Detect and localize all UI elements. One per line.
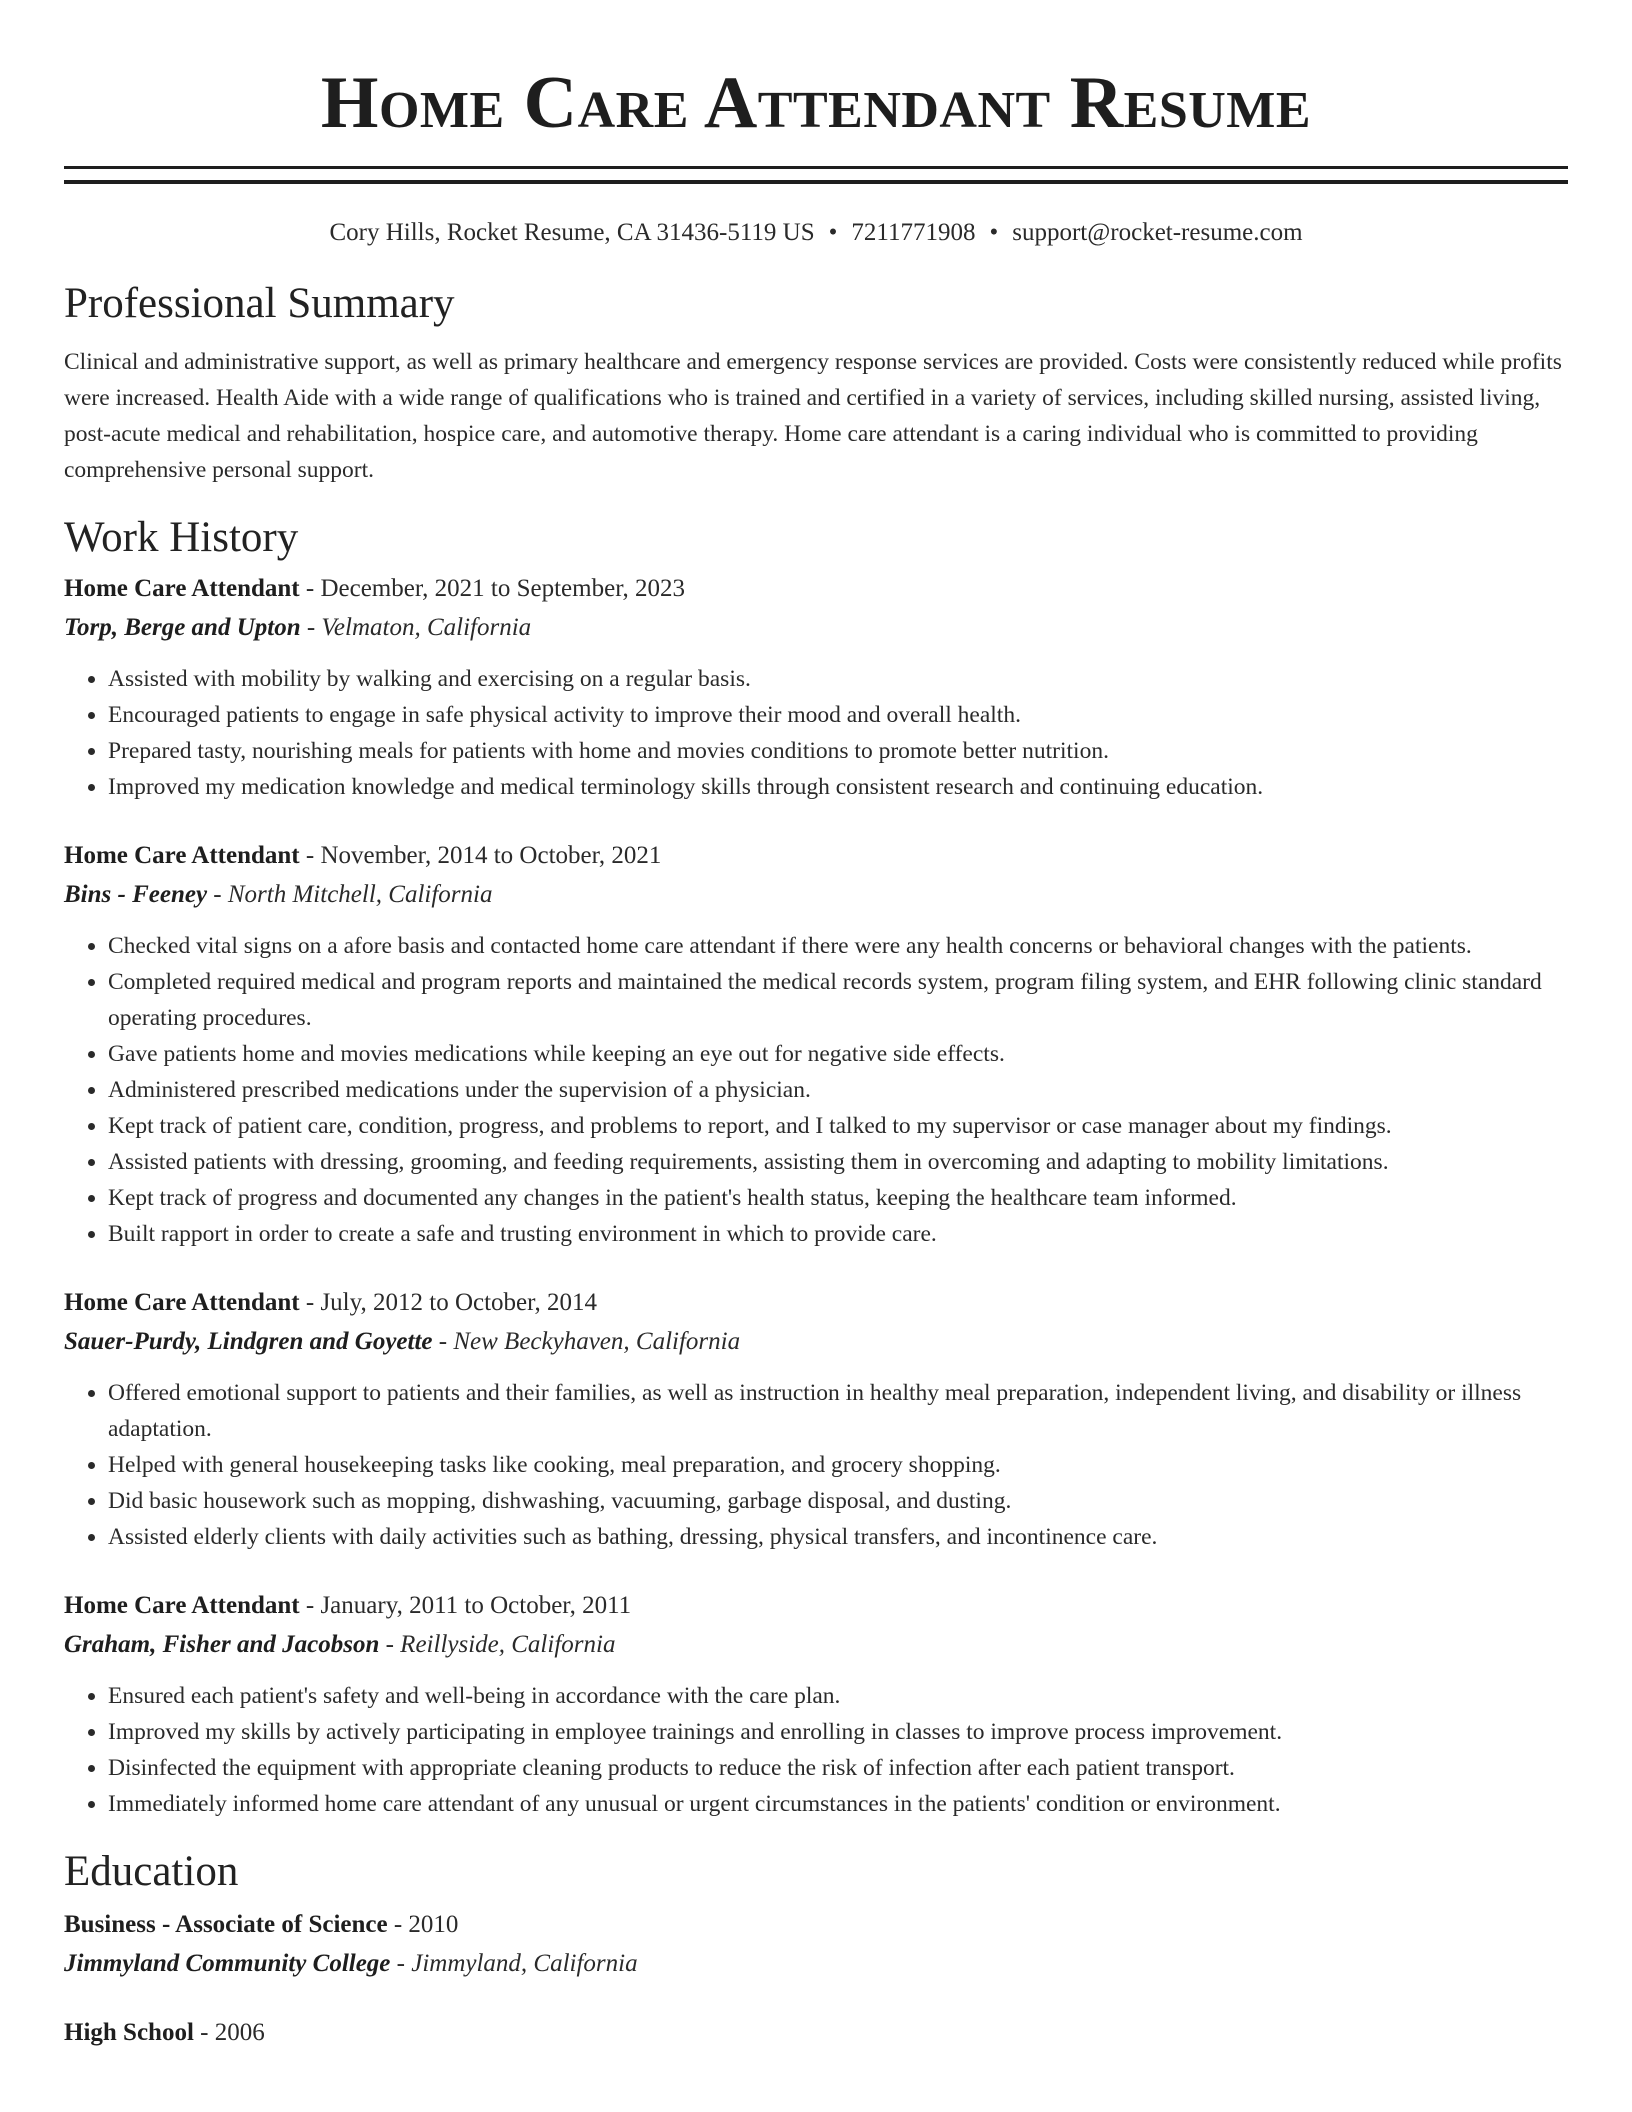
contact-address: Cory Hills, Rocket Resume, CA 31436-5119 US	[329, 219, 815, 246]
contact-email: support@rocket-resume.com	[1012, 219, 1303, 246]
job-company: Graham, Fisher and Jacobson	[64, 1631, 380, 1658]
job-title: Home Care Attendant	[64, 1289, 300, 1316]
job-title-line	[64, 837, 1568, 875]
job-duty: • Ensured each patient's safety and well-being in accordance with the care plan.	[108, 1678, 1568, 1714]
job-duty: • Gave patients home and movies medications while keeping an eye out for negative side effects.	[108, 1036, 1568, 1072]
education-location: - Jimmyland, California	[390, 1950, 638, 1977]
job-duty: • Kept track of progress and documented any changes in the patient's health status, keeping the healthcare team informed.	[108, 1180, 1568, 1216]
contact-separator: •	[989, 219, 999, 246]
job-location: - New Beckyhaven, California	[432, 1328, 741, 1355]
resume-title: Home Care Attendant Resume	[320, 62, 1312, 144]
job-title-line	[64, 570, 1568, 608]
job-company-line	[64, 608, 1568, 648]
job-dates: - July, 2012 to October, 2014	[299, 1289, 597, 1316]
job-entry	[64, 570, 1568, 805]
job-duty: • Built rapport in order to create a safe and trusting environment in which to provide care.	[108, 1216, 1568, 1252]
summary-heading: Professional Summary	[64, 280, 455, 327]
job-duty: • Offered emotional support to patients and their families, as well as instruction in healthy meal preparation, independent living, and disability or illness adaptation.	[108, 1375, 1568, 1447]
job-duty: • Improved my medication knowledge and medical terminology skills through consistent research and continuing education.	[108, 769, 1568, 805]
job-title: Home Care Attendant	[64, 575, 300, 602]
job-duty: • Prepared tasty, nourishing meals for patients with home and movies conditions to promote better nutrition.	[108, 733, 1568, 769]
job-duties-list	[64, 1678, 1568, 1822]
job-location: - North Mitchell, California	[207, 881, 493, 908]
job-duty: • Improved my skills by actively participating in employee trainings and enrolling in classes to improve process improvement.	[108, 1714, 1568, 1750]
job-location: - Velmaton, California	[300, 614, 532, 641]
job-duty: • Administered prescribed medications under the supervision of a physician.	[108, 1072, 1568, 1108]
job-company-line	[64, 1625, 1568, 1665]
job-company-line	[64, 875, 1568, 915]
job-duty: • Assisted with mobility by walking and exercising on a regular basis.	[108, 661, 1568, 697]
job-duty: • Kept track of patient care, condition, progress, and problems to report, and I talked to my supervisor or case manager about my findings.	[108, 1108, 1568, 1144]
job-duties-list	[64, 1375, 1568, 1555]
education-heading: Education	[64, 1848, 239, 1895]
job-duty: • Checked vital signs on a afore basis and contacted home care attendant if there were any health concerns or behavioral changes with the patients.	[108, 928, 1568, 964]
job-duty: • Completed required medical and program reports and maintained the medical records system, program filing system, and EHR following clinic standard operating procedures.	[108, 964, 1568, 1036]
job-company: Sauer-Purdy, Lindgren and Goyette	[64, 1328, 433, 1355]
contact-separator: •	[828, 219, 838, 246]
contact-phone: 7211771908	[851, 219, 976, 246]
work-history-heading: Work History	[64, 514, 299, 561]
job-company: Bins - Feeney	[64, 881, 208, 908]
education-school-line	[64, 1944, 1568, 1984]
job-duty: • Helped with general housekeeping tasks like cooking, meal preparation, and grocery shopping.	[108, 1447, 1568, 1483]
job-duty: • Assisted elderly clients with daily activities such as bathing, dressing, physical transfers, and incontinence care.	[108, 1519, 1568, 1555]
education-entry	[64, 1906, 1568, 1984]
job-location: - Reillyside, California	[379, 1631, 616, 1658]
job-dates: - January, 2011 to October, 2011	[299, 1592, 632, 1619]
job-company-line	[64, 1322, 1568, 1362]
job-entry	[64, 1587, 1568, 1822]
education-degree: High School	[64, 2019, 194, 2046]
education-year: - 2010	[387, 1911, 459, 1938]
job-duties-list	[64, 661, 1568, 805]
job-title-line	[64, 1587, 1568, 1625]
job-entry	[64, 837, 1568, 1252]
job-duty: • Did basic housework such as mopping, dishwashing, vacuuming, garbage disposal, and dusting.	[108, 1483, 1568, 1519]
job-entry	[64, 1284, 1568, 1555]
job-duty: • Immediately informed home care attendant of any unusual or urgent circumstances in the patients' condition or environment.	[108, 1786, 1568, 1822]
education-degree: Business - Associate of Science	[64, 1911, 388, 1938]
job-dates: - November, 2014 to October, 2021	[299, 842, 662, 869]
job-duty: • Encouraged patients to engage in safe physical activity to improve their mood and overall health.	[108, 697, 1568, 733]
education-year: - 2006	[193, 2019, 265, 2046]
job-duties-list	[64, 928, 1568, 1252]
job-title-line	[64, 1284, 1568, 1322]
job-duty: • Disinfected the equipment with appropriate cleaning products to reduce the risk of infection after each patient transport.	[108, 1750, 1568, 1786]
job-company: Torp, Berge and Upton	[64, 614, 301, 641]
job-title: Home Care Attendant	[64, 842, 300, 869]
job-title: Home Care Attendant	[64, 1592, 300, 1619]
education-school: Jimmyland Community College	[64, 1950, 391, 1977]
job-duty: • Assisted patients with dressing, grooming, and feeding requirements, assisting them in overcoming and adapting to mobility limitations.	[108, 1144, 1568, 1180]
job-dates: - December, 2021 to September, 2023	[299, 575, 686, 602]
education-entry	[64, 2014, 1568, 2052]
education-degree-line	[64, 2014, 1568, 2052]
education-degree-line	[64, 1906, 1568, 1944]
summary-text: Clinical and administrative support, as well as primary healthcare and emergency response services are provided. Costs were consistently reduced while profits were increased. Health Aide with a wide range of qualifications who is trained and certified in a variety of services, including skilled nursing, assisted living, post-acute medical and rehabilitation, hospice care, and automotive therapy. Home care attendant is a caring individual who is committed to providing comprehensive personal support.	[64, 349, 1562, 483]
title-double-rule	[64, 166, 1568, 184]
contact-line	[64, 216, 1568, 250]
